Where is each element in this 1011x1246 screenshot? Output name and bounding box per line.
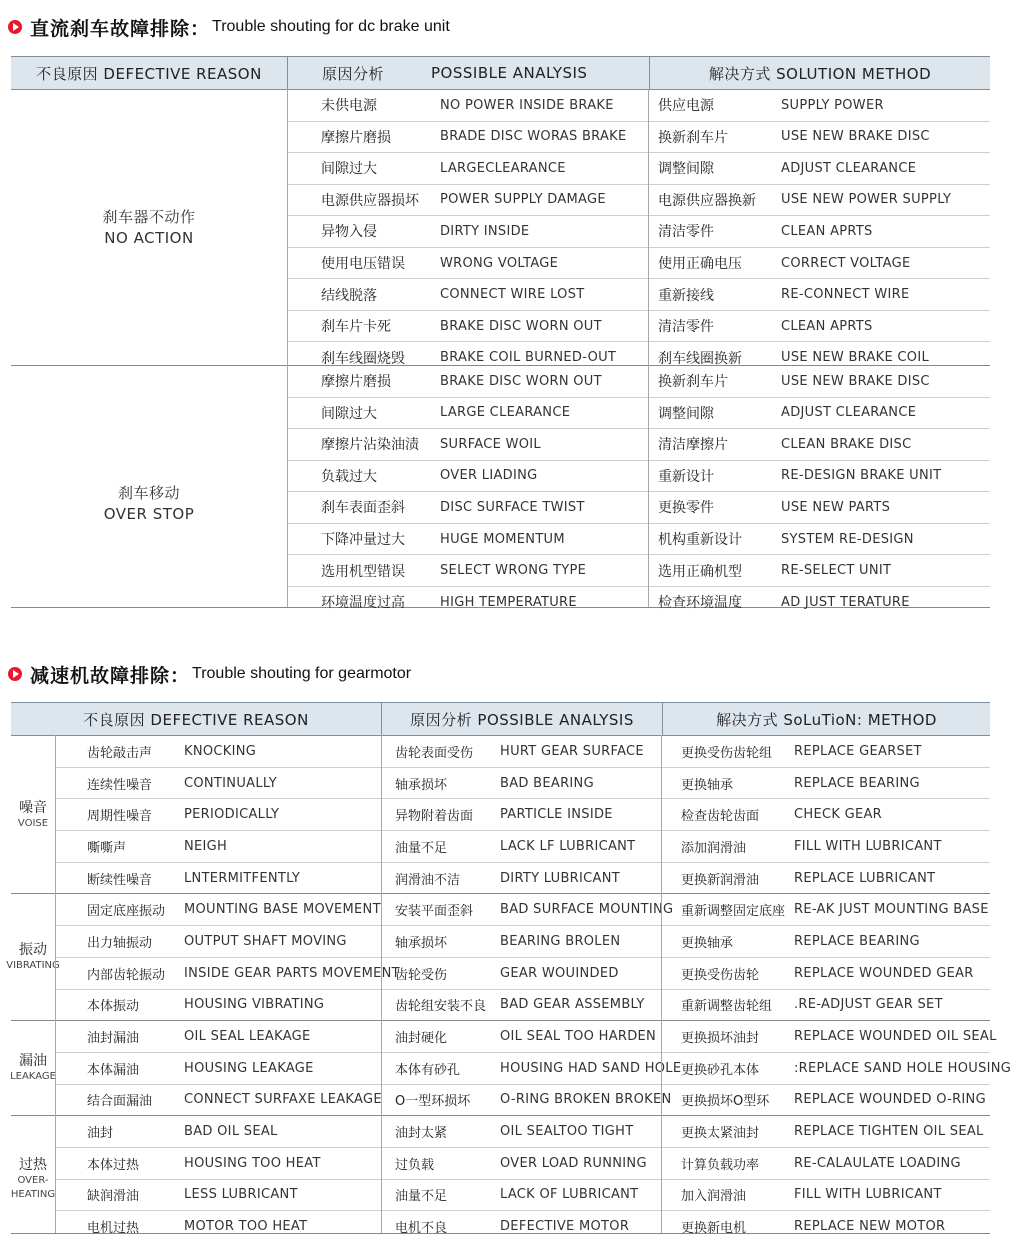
table-row — [287, 555, 990, 587]
solution-zh: 清洁零件 — [658, 224, 714, 241]
table-row — [55, 799, 990, 831]
group-label — [11, 90, 287, 365]
solution-en: .RE-ADJUST GEAR SET — [794, 997, 943, 1013]
solution-en: RE-CONNECT WIRE — [781, 287, 910, 303]
cause-zh: 环境温度过高 — [321, 595, 405, 612]
solution-zh: 供应电源 — [658, 98, 714, 115]
symptom-en: CONTINUALLY — [184, 775, 277, 791]
cause-zh: 油量不足 — [395, 840, 448, 856]
symptom-en: HOUSING TOO HEAT — [184, 1155, 321, 1171]
solution-en: ADJUST CLEARANCE — [781, 160, 917, 176]
group-label-zh: 刹车器不动作 — [102, 207, 196, 226]
group-label-zh: 刹车移动 — [117, 483, 180, 502]
table-row — [287, 311, 990, 343]
column-divider — [287, 89, 288, 607]
solution-en: REPLACE GEARSET — [794, 743, 922, 759]
cause-zh: 轴承损坏 — [395, 777, 448, 793]
header-possible-analysis: 原因分析 POSSIBLE ANALYSIS — [381, 703, 662, 735]
solution-zh: 选用正确机型 — [658, 563, 742, 580]
table-row — [287, 185, 990, 217]
solution-en: REPLACE WOUNDED GEAR — [794, 965, 974, 981]
symptom-en: PERIODICALLY — [184, 807, 280, 823]
table-row — [55, 1085, 990, 1116]
symptom-zh: 嘶嘶声 — [87, 840, 127, 856]
cause-en: OVER LIADING — [440, 468, 538, 484]
symptom-en: INSIDE GEAR PARTS MOVEMENT — [184, 965, 400, 981]
symptom-en: OIL SEAL LEAKAGE — [184, 1029, 311, 1045]
cause-zh: 使用电压错误 — [321, 256, 405, 272]
column-divider — [648, 89, 649, 607]
symptom-zh: 内部齿轮振动 — [87, 967, 166, 983]
table-row — [55, 894, 990, 926]
cause-zh: 油封硬化 — [395, 1031, 448, 1047]
cause-zh: 刹车线圈烧毁 — [321, 350, 405, 367]
cause-zh: 下降冲量过大 — [321, 532, 405, 548]
group-label-en: OVER- — [17, 1175, 49, 1187]
group-rows — [287, 366, 990, 641]
cause-en: SELECT WRONG TYPE — [440, 563, 587, 579]
symptom-en: MOUNTING BASE MOVEMENT — [184, 902, 381, 918]
symptom-zh: 固定底座振动 — [87, 904, 166, 920]
symptom-zh: 电机过热 — [87, 1221, 140, 1237]
solution-zh: 刹车线圈换新 — [658, 350, 742, 367]
solution-en: REPLACE WOUNDED O-RING — [794, 1092, 986, 1108]
table-row — [287, 366, 990, 398]
symptom-zh: 本体过热 — [87, 1157, 140, 1173]
cause-zh: 间隙过大 — [321, 405, 377, 422]
cause-en: O-RING BROKEN BROKEN — [500, 1092, 672, 1108]
symptom-group — [10, 1020, 1011, 1115]
symptom-en: OUTPUT SHAFT MOVING — [184, 933, 347, 949]
dc-brake-troubleshooting-table — [11, 56, 990, 612]
solution-en: CLEAN APRTS — [781, 223, 873, 239]
column-divider — [661, 735, 662, 1233]
solution-en: FILL WITH LUBRICANT — [794, 838, 942, 854]
table-row — [55, 1021, 997, 1053]
section-title-en: Trouble shouting for dc brake unit — [212, 18, 450, 35]
solution-zh: 换新刹车片 — [658, 374, 728, 391]
cause-en: BAD SURFACE MOUNTING — [500, 902, 674, 918]
solution-en: REPLACE BEARING — [794, 775, 920, 791]
cause-en: BAD GEAR ASSEMBLY — [500, 997, 645, 1013]
symptom-zh: 本体漏油 — [87, 1062, 140, 1078]
solution-zh: 更换受伤齿轮 — [681, 967, 760, 983]
table-row — [287, 90, 990, 122]
symptom-zh: 齿轮敲击声 — [87, 745, 153, 761]
symptom-group — [6, 893, 990, 1020]
gearmotor-troubleshooting-table — [6, 702, 1011, 1237]
cause-zh: 油量不足 — [395, 1189, 448, 1205]
solution-zh: 重新接线 — [658, 287, 714, 304]
symptom-zh: 结合面漏油 — [87, 1094, 153, 1110]
solution-zh: 机构重新设计 — [658, 532, 742, 548]
table-header — [11, 702, 990, 736]
symptom-en: LESS LUBRICANT — [184, 1187, 298, 1203]
solution-zh: 重新调整齿轮组 — [681, 999, 773, 1015]
group-label — [11, 736, 55, 893]
group-label-en: LEAKAGE — [10, 1071, 56, 1083]
dc-brake-section-title — [8, 12, 450, 42]
solution-zh: 调整间隙 — [658, 161, 714, 178]
solution-zh: 更换零件 — [658, 500, 714, 517]
table-row — [55, 990, 990, 1021]
solution-zh: 更换损坏O型环 — [681, 1094, 770, 1110]
group-rows — [287, 90, 990, 365]
table-row — [55, 768, 990, 800]
cause-zh: 刹车表面歪斜 — [321, 500, 405, 517]
table-row — [55, 863, 990, 894]
group-label-zh: 噪音 — [19, 799, 47, 816]
symptom-group — [11, 736, 990, 893]
solution-en: CHECK GEAR — [794, 807, 883, 823]
cause-zh: 摩擦片沾染油渍 — [321, 437, 419, 454]
play-bullet-icon — [8, 20, 22, 34]
solution-zh: 清洁摩擦片 — [658, 437, 728, 454]
cause-zh: 油封太紧 — [395, 1126, 448, 1142]
solution-zh: 更换轴承 — [681, 777, 734, 793]
solution-en: USE NEW BRAKE DISC — [781, 373, 930, 389]
table-row — [55, 926, 990, 958]
cause-en: HUGE MOMENTUM — [440, 531, 565, 547]
solution-en: USE NEW PARTS — [781, 499, 891, 515]
solution-en: CLEAN BRAKE DISC — [781, 436, 912, 452]
solution-zh: 清洁零件 — [658, 319, 714, 336]
cause-en: HOUSING HAD SAND HOLE — [500, 1060, 682, 1076]
table-row — [287, 587, 990, 618]
section-title-zh: 直流刹车故障排除： — [30, 17, 211, 40]
table-row — [55, 1148, 990, 1180]
solution-zh: 添加润滑油 — [681, 840, 747, 856]
symptom-zh: 本体振动 — [87, 999, 140, 1015]
cause-en: LACK LF LUBRICANT — [500, 838, 636, 854]
solution-en: CLEAN APRTS — [781, 318, 873, 334]
cause-en: BRAKE DISC WORN OUT — [440, 373, 602, 389]
table-row — [287, 429, 990, 461]
column-divider — [55, 735, 56, 1233]
group-label-en: OVER STOP — [103, 504, 195, 523]
cause-en: POWER SUPPLY DAMAGE — [440, 192, 606, 208]
table-row — [287, 524, 990, 556]
table-row — [55, 736, 990, 768]
solution-en: SUPPLY POWER — [781, 97, 884, 113]
solution-en: REPLACE LUBRICANT — [794, 870, 936, 886]
table-row — [55, 1211, 990, 1242]
cause-zh: 齿轮受伤 — [395, 967, 448, 983]
group-label-zh: 漏油 — [19, 1053, 47, 1070]
header-possible-analysis — [287, 57, 649, 89]
table-header — [11, 56, 990, 90]
cause-zh: O一型环损坏 — [395, 1094, 471, 1110]
solution-en: RE-AK JUST MOUNTING BASE — [794, 902, 989, 918]
group-rows — [55, 1116, 990, 1242]
cause-en: DISC SURFACE TWIST — [440, 499, 585, 515]
cause-en: DIRTY INSIDE — [440, 223, 530, 239]
cause-en: BRAKE DISC WORN OUT — [440, 318, 602, 334]
header-defective-reason: 不良原因 DEFECTIVE REASON — [83, 710, 309, 729]
symptom-zh: 出力轴振动 — [87, 935, 153, 951]
symptom-zh: 周期性噪音 — [87, 809, 153, 825]
table-row — [55, 1180, 990, 1212]
cause-en: LARGECLEARANCE — [440, 160, 566, 176]
group-label — [6, 894, 60, 1020]
group-label-en: VOISE — [17, 817, 49, 829]
solution-en: RE-CALAULATE LOADING — [794, 1155, 961, 1171]
solution-zh: 检查环境温度 — [658, 595, 742, 612]
solution-zh: 更换轴承 — [681, 935, 734, 951]
cause-zh: 本体有砂孔 — [395, 1062, 461, 1078]
table-row — [55, 1053, 1011, 1085]
symptom-zh: 缺润滑油 — [87, 1189, 140, 1205]
group-label-en: NO ACTION — [104, 228, 194, 247]
solution-zh: 检查齿轮齿面 — [681, 809, 760, 825]
table-row — [55, 1116, 990, 1148]
cause-zh: 安装平面歪斜 — [395, 904, 474, 920]
cause-en: LACK OF LUBRICANT — [500, 1187, 639, 1203]
cause-zh: 润滑油不洁 — [395, 872, 461, 888]
cause-zh: 未供电源 — [321, 98, 377, 115]
header-defective-reason: 不良原因 DEFECTIVE REASON — [36, 64, 262, 83]
solution-zh: 更换砂孔本体 — [681, 1062, 760, 1078]
cause-en: LARGE CLEARANCE — [440, 405, 571, 421]
solution-zh: 调整间隙 — [658, 405, 714, 422]
reason-group — [11, 90, 990, 365]
table-row — [287, 492, 990, 524]
solution-zh: 计算负载功率 — [681, 1157, 760, 1173]
symptom-en: CONNECT SURFAXE LEAKAGE — [184, 1092, 382, 1108]
cause-en: BEARING BROLEN — [500, 933, 621, 949]
solution-en: USE NEW BRAKE COIL — [781, 350, 930, 366]
symptom-zh: 连续性噪音 — [87, 777, 153, 793]
solution-zh: 换新刹车片 — [658, 129, 728, 146]
symptom-en: NEIGH — [184, 838, 228, 854]
table-row — [287, 153, 990, 185]
group-rows — [55, 1021, 1011, 1115]
table-row — [287, 461, 990, 493]
solution-en: AD JUST TERATURE — [781, 594, 910, 610]
gearmotor-section-title — [8, 659, 411, 689]
solution-en: SYSTEM RE-DESIGN — [781, 531, 914, 547]
cause-zh: 负载过大 — [321, 468, 377, 485]
cause-en: BRAKE COIL BURNED-OUT — [440, 350, 617, 366]
group-label — [11, 1116, 55, 1242]
header-solution-method: 解决方式 SOLUTION METHOD — [649, 57, 990, 89]
cause-en: NO POWER INSIDE BRAKE — [440, 97, 614, 113]
solution-zh: 加入润滑油 — [681, 1189, 747, 1205]
cause-en: GEAR WOUINDED — [500, 965, 619, 981]
solution-en: RE-DESIGN BRAKE UNIT — [781, 468, 942, 484]
solution-zh: 更换新电机 — [681, 1221, 747, 1237]
solution-en: CORRECT VOLTAGE — [781, 255, 911, 271]
solution-en: :REPLACE SAND HOLE HOUSING — [794, 1060, 1011, 1076]
symptom-en: BAD OIL SEAL — [184, 1124, 278, 1140]
cause-zh: 异物附着齿面 — [395, 809, 474, 825]
cause-zh: 刹车片卡死 — [321, 319, 391, 336]
symptom-en: HOUSING VIBRATING — [184, 997, 325, 1013]
header-solution-method: 解决方式 SoLuTioN: METHOD — [662, 703, 990, 735]
table-row — [55, 831, 990, 863]
reason-group — [11, 365, 990, 641]
table-body — [11, 90, 990, 641]
cause-en: CONNECT WIRE LOST — [440, 287, 585, 303]
table-row — [287, 279, 990, 311]
group-label-en: VIBRATING — [6, 960, 60, 972]
solution-en: RE-SELECT UNIT — [781, 563, 892, 579]
solution-zh: 使用正确电压 — [658, 256, 742, 272]
solution-zh: 更换新润滑油 — [681, 872, 760, 888]
symptom-en: MOTOR TOO HEAT — [184, 1219, 308, 1235]
table-row — [287, 216, 990, 248]
table-row — [287, 398, 990, 430]
solution-en: REPLACE WOUNDED OIL SEAL — [794, 1029, 997, 1045]
solution-en: REPLACE TIGHTEN OIL SEAL — [794, 1124, 984, 1140]
section-title-zh: 减速机故障排除： — [30, 664, 191, 687]
cause-en: OVER LOAD RUNNING — [500, 1155, 647, 1171]
group-label-en: HEATING — [10, 1189, 56, 1201]
cause-en: OIL SEAL TOO HARDEN — [500, 1029, 657, 1045]
cause-zh: 齿轮表面受伤 — [395, 745, 474, 761]
cause-zh: 电机不良 — [395, 1221, 448, 1237]
cause-zh: 摩擦片磨损 — [321, 374, 391, 391]
section-title-en: Trouble shouting for gearmotor — [192, 665, 412, 682]
solution-zh: 重新调整固定底座 — [681, 904, 786, 920]
cause-en: BAD BEARING — [500, 775, 594, 791]
header-analysis-en: POSSIBLE ANALYSIS — [431, 64, 588, 82]
group-label — [11, 366, 287, 641]
group-label-zh: 振动 — [19, 942, 47, 959]
header-analysis-zh: 原因分析 — [322, 64, 385, 83]
cause-en: DIRTY LUBRICANT — [500, 870, 620, 886]
cause-en: SURFACE WOIL — [440, 436, 541, 452]
symptom-en: LNTERMITFENTLY — [184, 870, 301, 886]
group-label-zh: 过热 — [19, 1157, 47, 1174]
cause-zh: 齿轮组安装不良 — [395, 999, 487, 1015]
solution-en: FILL WITH LUBRICANT — [794, 1187, 942, 1203]
table-body — [6, 736, 1011, 1242]
cause-en: WRONG VOLTAGE — [440, 255, 559, 271]
solution-en: REPLACE NEW MOTOR — [794, 1219, 946, 1235]
column-divider — [381, 735, 382, 1233]
solution-zh: 更换太紧油封 — [681, 1126, 760, 1142]
solution-en: USE NEW POWER SUPPLY — [781, 192, 952, 208]
group-label — [11, 1021, 55, 1115]
symptom-zh: 油封漏油 — [87, 1031, 140, 1047]
solution-zh: 重新设计 — [658, 468, 714, 485]
symptom-en: KNOCKING — [184, 743, 257, 759]
cause-en: PARTICLE INSIDE — [500, 807, 613, 823]
table-row — [287, 248, 990, 280]
solution-en: USE NEW BRAKE DISC — [781, 129, 930, 145]
symptom-en: HOUSING LEAKAGE — [184, 1060, 314, 1076]
play-bullet-icon — [8, 667, 22, 681]
cause-zh: 轴承损坏 — [395, 935, 448, 951]
symptom-zh: 油封 — [87, 1126, 114, 1142]
solution-en: REPLACE BEARING — [794, 933, 920, 949]
cause-zh: 异物入侵 — [321, 224, 377, 241]
cause-en: BRADE DISC WORAS BRAKE — [440, 129, 627, 145]
cause-zh: 电源供应器损坏 — [321, 192, 419, 209]
cause-zh: 过负载 — [395, 1157, 435, 1173]
solution-zh: 更换受伤齿轮组 — [681, 745, 773, 761]
solution-en: ADJUST CLEARANCE — [781, 405, 917, 421]
symptom-zh: 断续性噪音 — [87, 872, 153, 888]
cause-en: DEFECTIVE MOTOR — [500, 1219, 630, 1235]
group-rows — [55, 736, 990, 893]
cause-en: HIGH TEMPERATURE — [440, 594, 577, 610]
cause-en: HURT GEAR SURFACE — [500, 743, 644, 759]
symptom-group — [11, 1115, 990, 1242]
cause-en: OIL SEALTOO TIGHT — [500, 1124, 634, 1140]
group-rows — [55, 894, 990, 1020]
cause-zh: 选用机型错误 — [321, 563, 405, 580]
solution-zh: 更换损坏油封 — [681, 1031, 760, 1047]
solution-zh: 电源供应器换新 — [658, 192, 756, 209]
cause-zh: 摩擦片磨损 — [321, 129, 391, 146]
cause-zh: 间隙过大 — [321, 161, 377, 178]
table-row — [55, 958, 990, 990]
table-row — [287, 122, 990, 154]
cause-zh: 结线脱落 — [321, 287, 377, 304]
